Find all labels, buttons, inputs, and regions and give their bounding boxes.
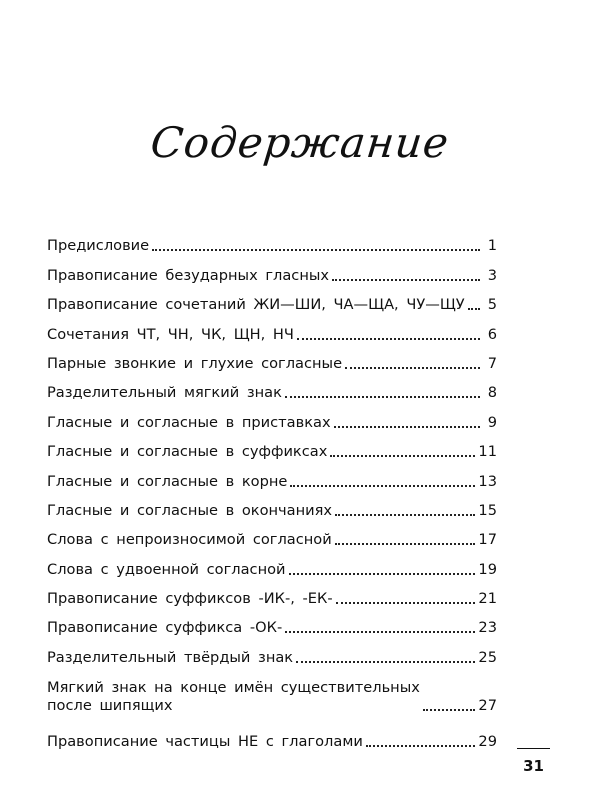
toc-entry[interactable]	[47, 403, 497, 432]
toc-entry[interactable]	[47, 550, 497, 579]
toc-entry-page: 7	[487, 354, 497, 372]
toc-entry-page: 17	[478, 531, 497, 549]
dot-leader	[152, 249, 480, 251]
toc-entry-title: Правописание частицы НЕ с глаголами	[47, 733, 363, 751]
toc-entry-title: Мягкий знак на конце имён существительных после шипящих	[47, 678, 420, 714]
dot-leader	[330, 455, 475, 457]
toc-entry-title: Разделительный мягкий знак	[47, 384, 282, 402]
page-title: Содержание	[148, 118, 452, 167]
toc-entry[interactable]	[47, 227, 497, 256]
toc-entry-page: 9	[487, 413, 497, 431]
toc-entry-title: Правописание сочетаний ЖИ—ШИ, ЧА—ЩА, ЧУ—ЩУ	[47, 296, 465, 314]
toc-entry-page: 11	[478, 443, 497, 461]
toc-entry[interactable]	[47, 492, 497, 521]
dot-leader	[336, 602, 476, 604]
toc-entry[interactable]	[47, 609, 497, 638]
toc-entry-page: 15	[478, 501, 497, 519]
dot-leader	[334, 426, 480, 428]
toc-entry[interactable]	[47, 286, 497, 315]
dot-leader	[345, 367, 480, 369]
toc-entry[interactable]	[47, 723, 497, 752]
page-number: 31	[523, 757, 544, 775]
toc-entry-page: 27	[478, 696, 497, 714]
toc-entry-title: Гласные и согласные в суффиксах	[47, 443, 328, 461]
toc-entry[interactable]	[47, 315, 497, 344]
toc-entry[interactable]	[47, 521, 497, 550]
toc-entry-page: 19	[478, 560, 497, 578]
dot-leader	[335, 543, 476, 545]
toc-entry-title: Гласные и согласные в окончаниях	[47, 501, 333, 519]
toc-entry-page: 29	[478, 733, 497, 751]
toc-entry-page: 5	[487, 296, 497, 314]
toc-entry-page: 1	[487, 237, 497, 255]
toc-entry-title: Предисловие	[47, 237, 150, 255]
toc-entry[interactable]	[47, 638, 497, 667]
dot-leader	[423, 709, 476, 711]
toc-entry-title: Правописание безударных гласных	[47, 266, 330, 284]
toc-entry-title: Правописание суффикса -ОК-	[47, 619, 283, 637]
dot-leader	[285, 396, 480, 398]
toc-entry-title: Слова с удвоенной согласной	[47, 560, 286, 578]
dot-leader	[332, 279, 480, 281]
toc-entry-title: Слова с непроизносимой согласной	[47, 531, 332, 549]
dot-leader	[296, 661, 475, 663]
toc-entry-title: Гласные и согласные в приставках	[47, 413, 331, 431]
toc-entry[interactable]	[47, 672, 497, 716]
toc-entry[interactable]	[47, 580, 497, 609]
toc-entry[interactable]	[47, 345, 497, 374]
dot-leader	[468, 308, 480, 310]
dot-leader	[289, 573, 476, 575]
toc-entry-title: Гласные и согласные в корне	[47, 472, 288, 490]
toc-entry-title: Разделительный твёрдый знак	[47, 648, 294, 666]
dot-leader	[297, 338, 480, 340]
toc-entry-title: Сочетания ЧТ, ЧН, ЧК, ЩН, НЧ	[47, 325, 294, 343]
toc-entry-title: Парные звонкие и глухие согласные	[47, 354, 343, 372]
toc-entry[interactable]	[47, 374, 497, 403]
toc-entry-page: 21	[478, 590, 497, 608]
toc-entry-page: 13	[478, 472, 497, 490]
toc-entry-page: 3	[487, 266, 497, 284]
footer-rule	[517, 748, 550, 749]
dot-leader	[366, 745, 476, 747]
toc-entry-page: 23	[478, 619, 497, 637]
toc-entry-page: 8	[487, 384, 497, 402]
dot-leader	[290, 485, 475, 487]
toc-entry-title: Правописание суффиксов -ИК-, -ЕК-	[47, 590, 333, 608]
dot-leader	[335, 514, 475, 516]
toc-entry[interactable]	[47, 256, 497, 285]
table-of-contents	[47, 227, 497, 752]
toc-entry-page: 25	[478, 648, 497, 666]
toc-entry[interactable]	[47, 433, 497, 462]
dot-leader	[285, 631, 475, 633]
toc-entry[interactable]	[47, 462, 497, 491]
toc-entry-page: 6	[487, 325, 497, 343]
